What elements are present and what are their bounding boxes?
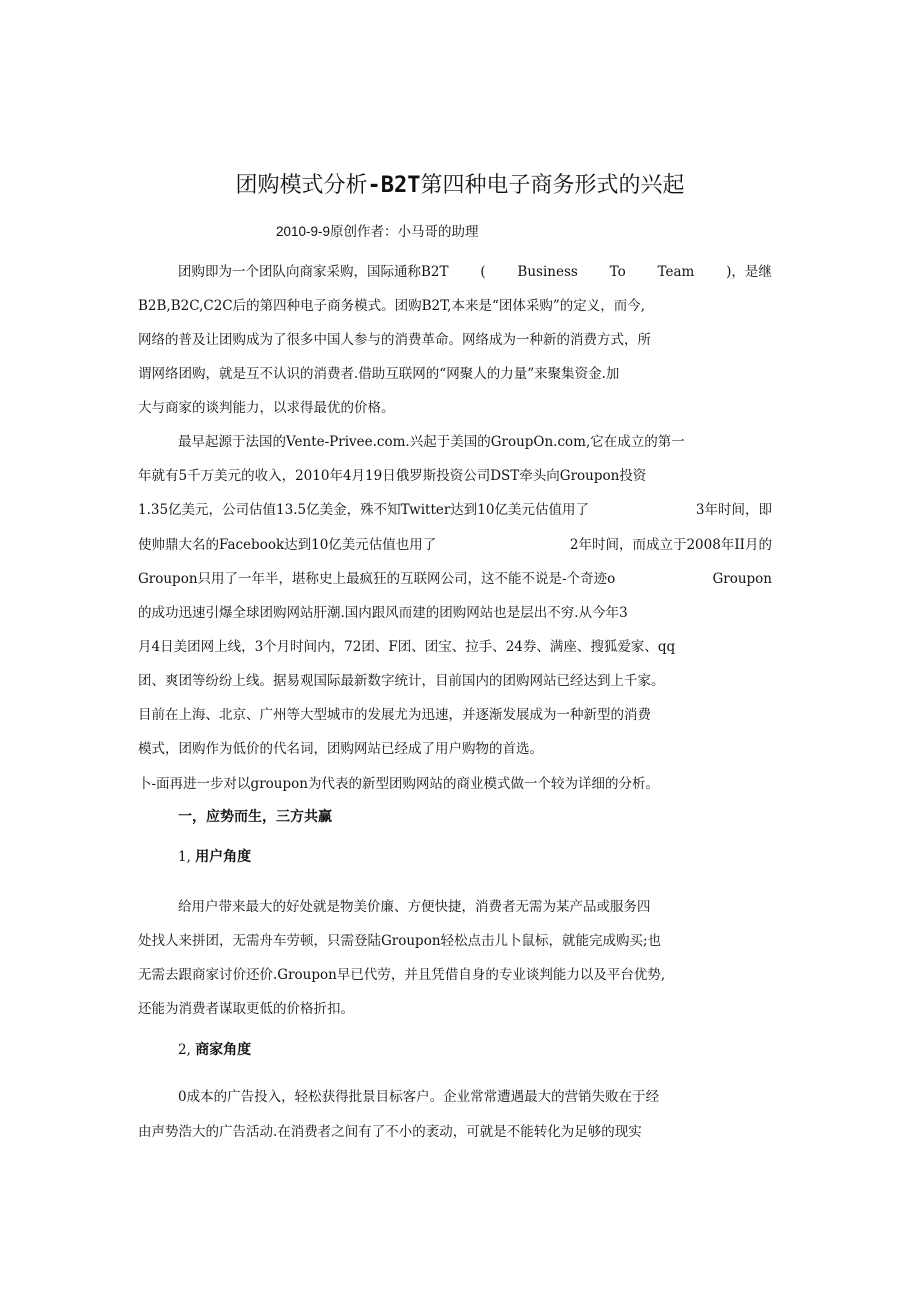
paragraph-line: 处找人来拼团，无需舟车劳顿，只需登陆Groupon轻松点击儿卜鼠标，就能完成购买;也 (138, 933, 662, 949)
text-segment: )，是继 (726, 264, 772, 280)
paragraph-line: 0成本的广告投入，轻松获得批景目标客户。企业常常遭遇最大的营销失败在于经 (178, 1089, 660, 1105)
title-part: 第四种电子商务形式的兴起 (420, 173, 685, 198)
paragraph-line: 给用户带来最大的好处就是物美价廉、方便快捷，消费者无需为某产品或服务四 (178, 899, 651, 915)
text-segment: Groupon (712, 571, 772, 587)
paragraph-line: 还能为消费者谋取更低的价格折扣。 (138, 1001, 354, 1017)
paragraph-line (138, 501, 772, 519)
paragraph-line: 目前在上海、北京、广州等大型城市的发展尤为迅速，并逐渐发展成为一种新型的消费 (138, 707, 651, 723)
heading-text: 商家角度 (195, 1042, 252, 1058)
text-segment: 2年时间，而成立于2008年II月的 (569, 537, 772, 553)
paragraph-line: 谓网络团购，就是互不认识的消费者.借助互联网的“网聚人的力量”来聚集资金.加 (138, 366, 620, 382)
text-segment: 使帅鼎大名的Facebook达到10亿美元估值也用了 (138, 537, 437, 553)
subsection-heading (178, 1041, 251, 1059)
paragraph-line (138, 536, 772, 554)
heading-text: 用户角度 (195, 849, 252, 865)
heading-number: 1, (178, 849, 191, 865)
text-segment: Groupon只用了一年半，堪称史上最疯狂的互联网公司，这不能不说是-个奇迹o (138, 571, 616, 587)
text-segment: Business (517, 264, 578, 280)
paragraph-line: 大与商家的谈判能力，以求得最优的价格。 (138, 400, 395, 416)
author-line: 2010-9-9原创作者：小马哥的助理 (276, 224, 479, 239)
paragraph-line: 无需去跟商家讨价还价.Groupon早已代劳，并且凭借自身的专业谈判能力以及平台优势, (138, 967, 666, 983)
section-heading: 一，应势而生，三方共赢 (178, 809, 332, 825)
paragraph-line: 月4日美团网上线，3个月时间内，72团、F团、团宝、拉手、24券、满座、搜狐爱家、qq (138, 639, 676, 655)
paragraph-line: 模式，团购作为低价的代名词，团购网站已经成了用户购物的首选。 (138, 741, 543, 757)
paragraph-line: 的成功迅速引爆全球团购网站肝潮.国内跟风而建的团购网站也是层出不穷.从今年3 (138, 605, 628, 621)
paragraph-line: B2B,B2C,C2C后的第四种电子商务模式。团购B2T,本来是“团体采购”的定义，而今, (138, 298, 646, 314)
document-title (0, 172, 920, 200)
paragraph-line: 由声势浩大的广告活动.在消费者之间有了不小的袤动，可就是不能转化为足够的现实 (138, 1124, 642, 1140)
text-segment: Team (657, 264, 695, 280)
title-part: -B2T (367, 173, 421, 198)
text-segment: To (609, 264, 626, 280)
text-segment: 1.35亿美元，公司估值13.5亿美金，殊不知Twitter达到10亿美元估值用了 (138, 502, 589, 518)
paragraph-line: 最早起源于法国的Vente-Privee.com.兴起于美国的GroupOn.com,它在成立的第一 (178, 434, 685, 450)
subsection-heading (178, 848, 251, 866)
paragraph-line: 卜-面再进一步对以groupon为代表的新型团购网站的商业模式做一个较为详细的分析。 (138, 776, 659, 792)
title-part: 团购模式分析 (235, 173, 368, 198)
paragraph-line: 团、爽团等纷纷上线。据易观国际最新数字统计，目前国内的团购网站已经达到上千家。 (138, 673, 665, 689)
text-segment: ( (480, 264, 486, 280)
heading-number: 2, (178, 1042, 191, 1058)
paragraph-line: 年就有5千万美元的收入，2010年4月19日俄罗斯投资公司DST牵头向Groupon投资 (138, 468, 647, 484)
paragraph-line: 网络的普及让团购成为了很多中国人参与的消费革命。网络成为一种新的消费方式，所 (138, 332, 651, 348)
paragraph-line (178, 263, 772, 281)
text-segment: 团购即为一个团队向商家采购，国际通称B2T (178, 264, 449, 280)
paragraph-line (138, 570, 772, 588)
text-segment: 3年时间，即 (695, 502, 772, 518)
